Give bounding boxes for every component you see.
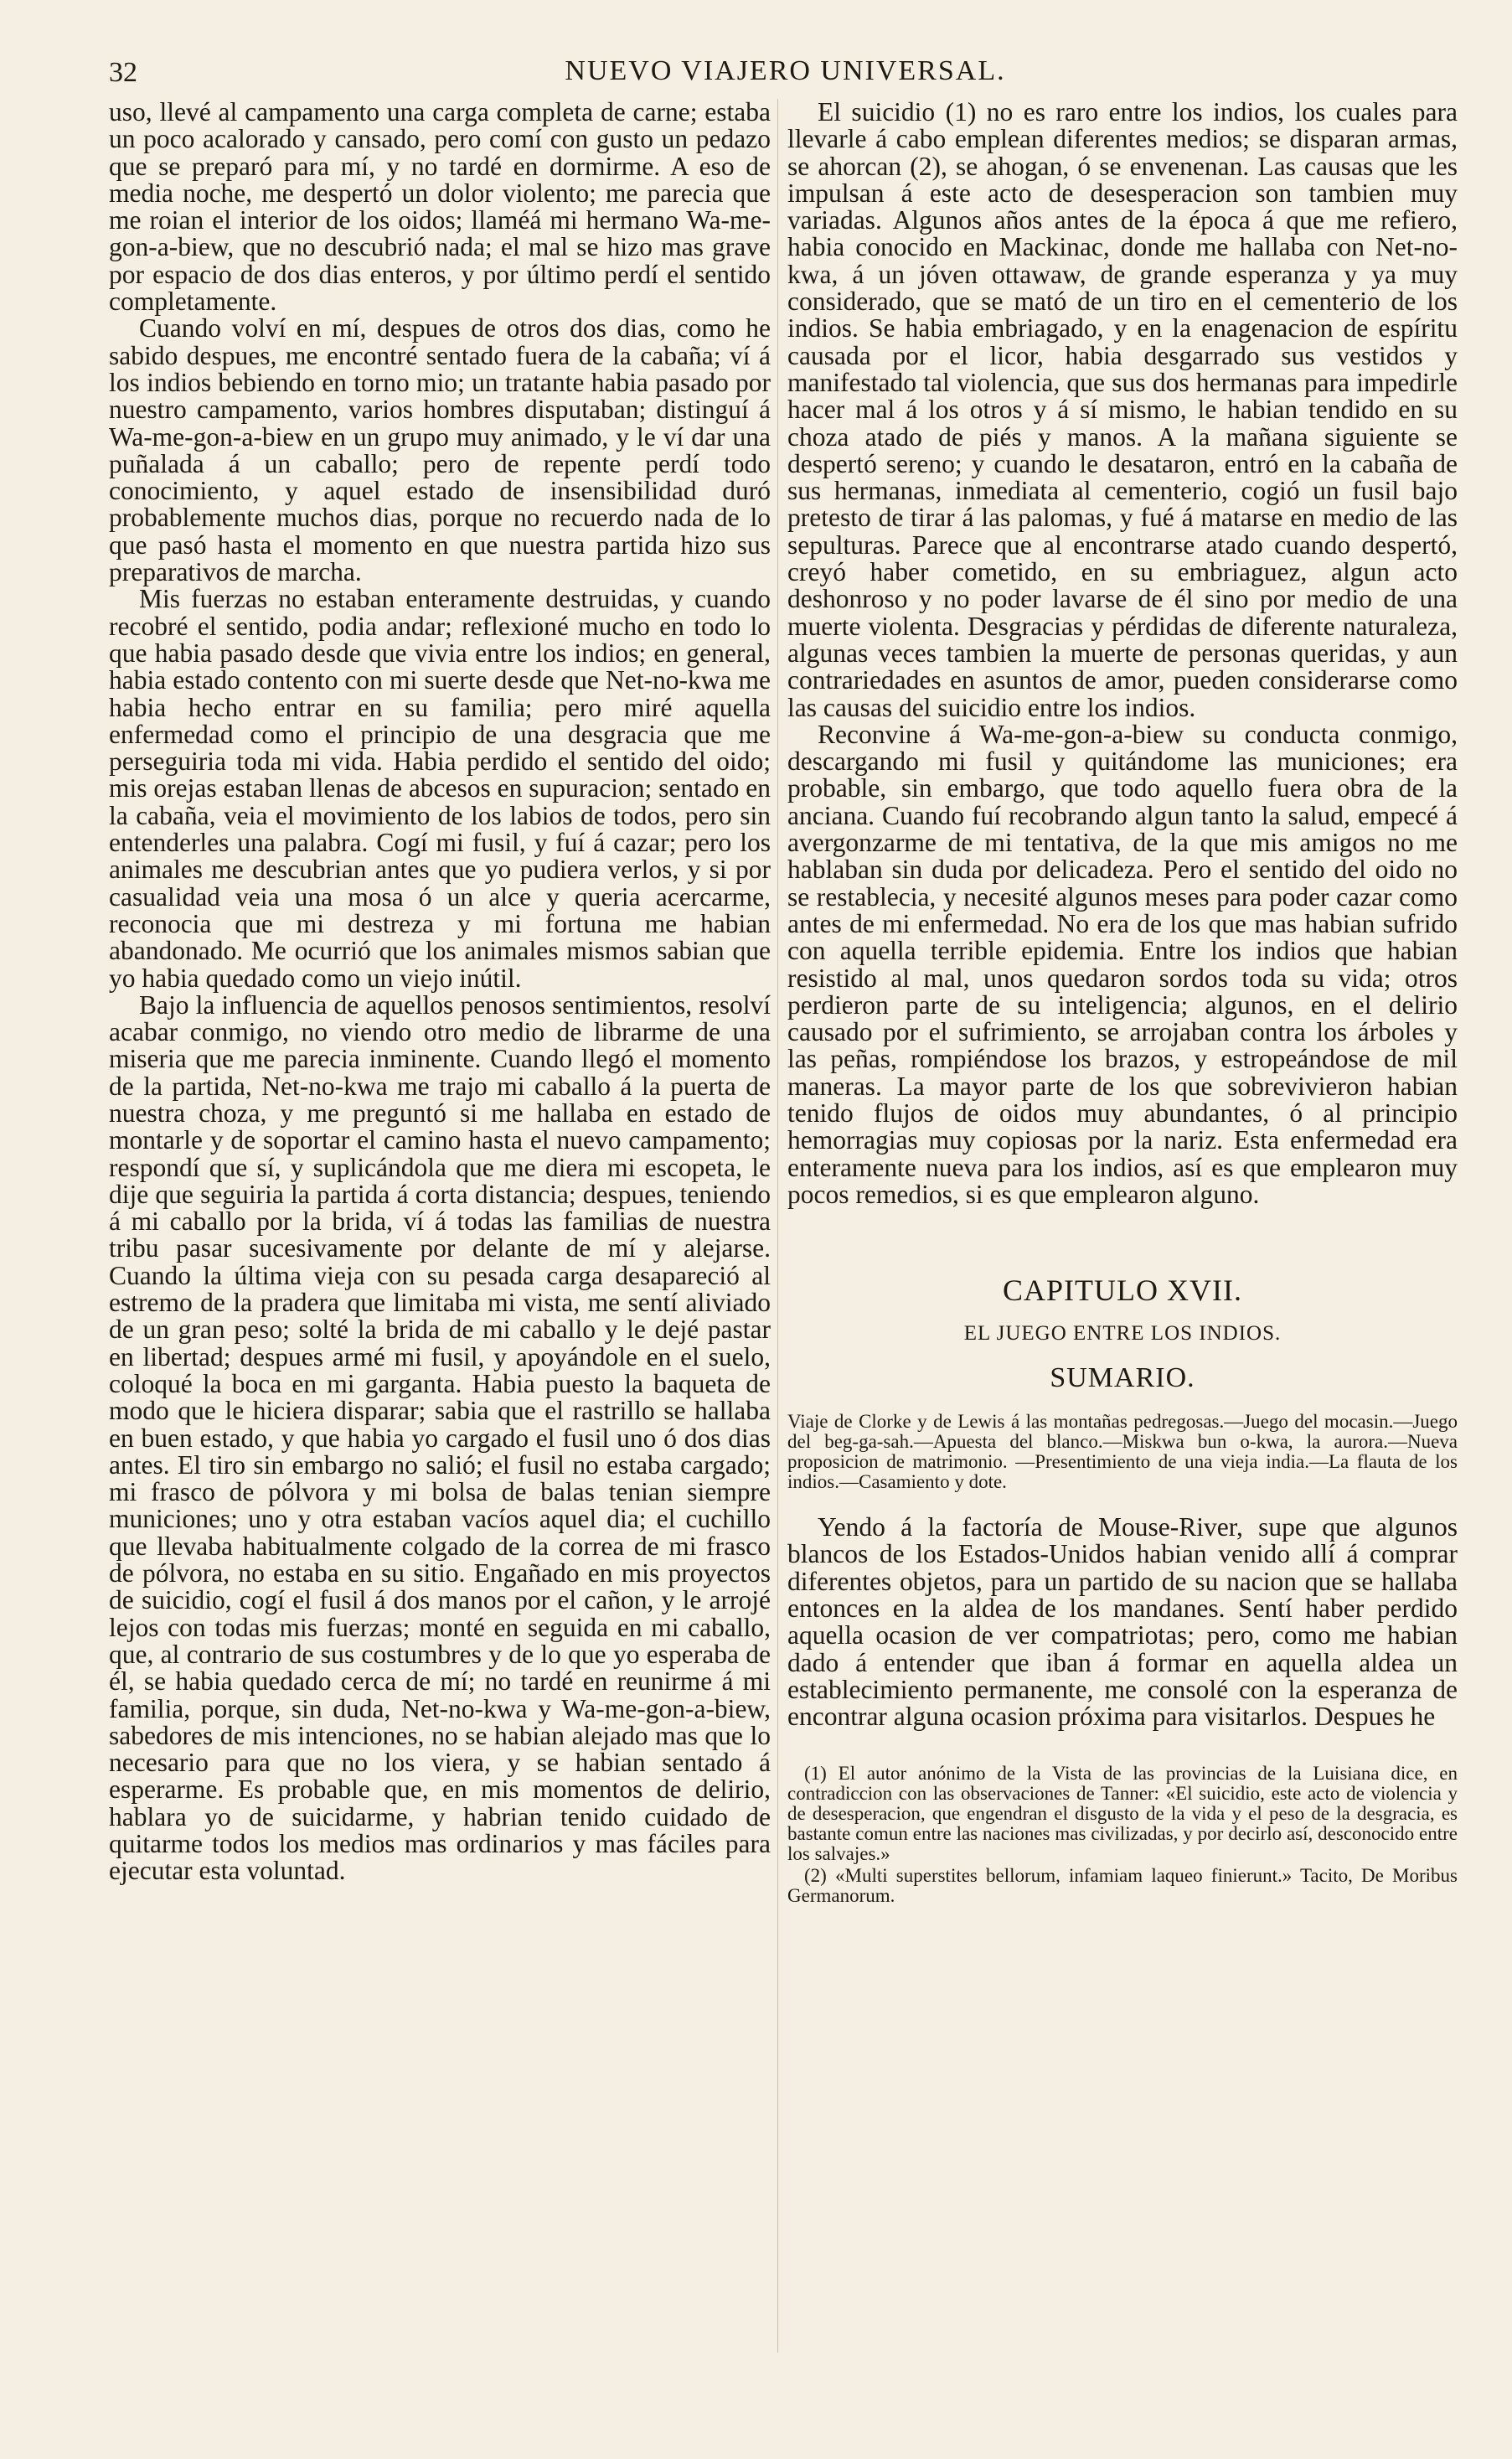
sumario-text: Viaje de Clorke y de Lewis á las montañas pedregosas.—Juego del mocasin.—Juego del beg-ga-sah.—Apuesta del blanco.—Miskwa bun o-kwa, la aurora.—Nueva proposicion de matrimonio. —Presentimiento de una vieja india.—La flauta de los indios.—Casamiento y dote.	[787, 1411, 1458, 1493]
right-column	[787, 99, 1458, 1908]
page-number: 32	[109, 57, 137, 88]
paragraph: Cuando volví en mí, despues de otros dos dias, como he sabido despues, me encontré sentado fuera de la cabaña; ví á los indios bebiendo en torno mio; un tratante habia pasado por nuestro campamento, varios hombres disputaban; distinguí á Wa-me-gon-a-biew en un grupo muy animado, y le ví dar una puñalada á un caballo; pero de repente perdí todo conocimiento, y aquel estado de insensibilidad duró probablemente muchos dias, porque no recuerdo nada de lo que pasó hasta el momento en que nuestra partida hizo sus preparativos de marcha.	[109, 313, 771, 587]
paragraph: Mis fuerzas no estaban enteramente destruidas, y cuando recobré el sentido, podia andar; reflexioné mucho en todo lo que habia pasado desde que vivia entre los indios; en general, habia estado contento con mi suerte desde que Net-no-kwa me habia hecho entrar en su familia; pero miré aquella enfermedad como el principio de una desgracia que me perseguiria toda mi vida. Habia perdido el sentido del oido; mis orejas estaban llenas de abcesos en supuracion; sentado en la cabaña, veia el movimiento de los labios de todos, pero sin entenderles una palabra. Cogí mi fusil, y fuí á cazar; pero los animales me descubrian antes que yo pudiera verlos, y si por casualidad veia una mosa ó un alce y queria acercarme, reconocia que mi destreza y mi fortuna me habian abandonado. Me ocurrió que los animales mismos sabian que yo habia quedado como un viejo inútil.	[109, 584, 771, 993]
footnote: (2) «Multi superstites bellorum, infamiam laqueo finierunt.» Tacito, De Moribus Germanorum.	[787, 1865, 1458, 1907]
left-column	[109, 99, 771, 1885]
paragraph: El suicidio (1) no es raro entre los indios, los cuales para llevarle á cabo emplean diferentes medios; se disparan armas, se ahorcan (2), se ahogan, ó se envenenan. Las causas que les impulsan á este acto de desesperacion son tambien muy variadas. Algunos años antes de la época á que me refiero, habia conocido en Mackinac, donde me hallaba con Net-no-kwa, á un jóven ottawaw, de grande esperanza y ya muy considerado, que se mató de un tiro en el cementerio de los indios. Se habia embriagado, y en la enagenacion de espíritu causada por el licor, habia desgarrado sus vestidos y manifestado tal violencia, que sus dos hermanas para impedirle hacer mal á los otros y á sí mismo, le habian tendido en su choza atado de piés y manos. A la mañana siguiente se despertó sereno; y cuando le desataron, entró en la cabaña de sus hermanas, inmediata al cementerio, cogió un fusil bajo pretesto de tirar á las palomas, y fué á matarse en medio de las sepulturas. Parece que al encontrarse atado cuando despertó, creyó haber cometido, en su embriaguez, algun acto deshonroso y no poder lavarse de él sino por medio de una muerte violenta. Desgracias y pérdidas de diferente naturaleza, algunas veces tambien la muerte de personas queridas, y aun contrariedades en asuntos de amor, pueden considerarse como las causas del suicidio entre los indios.	[787, 97, 1458, 722]
paragraph: Reconvine á Wa-me-gon-a-biew su conducta conmigo, descargando mi fusil y quitándome las municiones; era probable, sin embargo, que todo aquello fuera obra de la anciana. Cuando fuí recobrando algun tanto la salud, empecé á avergonzarme de mi tentativa, de la que mis amigos no me hablaban sin duda por delicadeza. Pero el sentido del oido no se restablecia, y necesité algunos meses para poder cazar como antes de mi enfermedad. No era de los que mas habian sufrido con aquella terrible epidemia. Entre los indios que habian resistido al mal, unos quedaron sordos toda su vida; otros perdieron parte de su inteligencia; algunos, en el delirio causado por el sufrimiento, se arrojaban contra los árboles y las peñas, rompiéndose los brazos, y estropeándose de mil maneras. La mayor parte de los que sobrevivieron habian tenido flujos de oidos muy abundantes, ó al principio hemorragias muy copiosas por la nariz. Esta enfermedad era enteramente nueva para los indios, así es que emplearon muy pocos remedios, si es que emplearon alguno.	[787, 719, 1458, 1209]
paragraph: uso, llevé al campamento una carga completa de carne; estaba un poco acalorado y cansado, pero comí con gusto un pedazo que se preparó para mí, y no tardé en dormirme. A eso de media noche, me despertó un dolor violento; me parecia que me roian el interior de los oidos; llaméá mi hermano Wa-me-gon-a-biew, que no descubrió nada; el mal se hizo mas grave por espacio de dos dias enteros, y por último perdí el sentido completamente.	[109, 97, 771, 317]
footnotes	[787, 1764, 1458, 1906]
column-divider	[777, 99, 778, 2353]
paragraph: Bajo la influencia de aquellos penosos sentimientos, resolví acabar conmigo, no viendo otro medio de librarme de una miseria que me parecia inminente. Cuando llegó el momento de la partida, Net-no-kwa me trajo mi caballo á la puerta de nuestra choza, y me preguntó si me hallaba en estado de montarle y de soportar el camino hasta el nuevo campamento; respondí que sí, y suplicándola que me diera mi escopeta, le dije que seguiria la partida á corta distancia; despues, teniendo á mi caballo por la brida, ví á todas las familias de nuestra tribu pasar sucesivamente por delante de mí y alejarse. Cuando la última vieja con su pesada carga desapareció al estremo de la pradera que limitaba mi vista, me sentí aliviado de un gran peso; solté la brida de mi caballo y le dejé pastar en libertad; despues armé mi fusil, y apoyándole en el suelo, coloqué la boca en mi garganta. Habia puesto la baqueta de modo que le hiciera disparar; sabia que el rastrillo se hallaba en buen estado, y que habia yo cargado el fusil uno ó dos dias antes. El tiro sin embargo no salió; el fusil no estaba cargado; mi frasco de pólvora y mi bolsa de balas tenian siempre municiones; uno y otra estaban vacíos aquel dia; el cuchillo que llevaba habitualmente colgado de la correa de mi frasco de pólvora, no estaba en su sitio. Engañado en mis proyectos de suicidio, cogí el fusil á dos manos por el cañon, y le arrojé lejos con todas mis fuerzas; monté en seguida en mi caballo, que, al contrario de sus costumbres y de lo que yo esperaba de él, se habia quedado cerca de mí; no tardé en reunirme á mi familia, porque, sin duda, Net-no-kwa y Wa-me-gon-a-biew, sabedores de mis intenciones, no se habian alejado mas que lo necesario para que no los viera, y se habian sentado á esperarme. Es probable que, en mis momentos de delirio, hablara yo de suicidarme, y habrian tenido cuidado de quitarme todos los medios mas ordinarios y mas fáciles para ejecutar esta voluntad.	[109, 989, 771, 1886]
chapter-title: CAPITULO XVII.	[1003, 1273, 1242, 1308]
chapter-subtitle: EL JUEGO ENTRE LOS INDIOS.	[963, 1322, 1282, 1346]
running-head: NUEVO VIAJERO UNIVERSAL.	[565, 55, 1006, 86]
footnote: (1) El autor anónimo de la Vista de las provincias de la Luisiana dice, en contradiccion con las observaciones de Tanner: «El suicidio, este acto de violencia y de desesperacion, que engendran el disgusto de la vida y el peso de la desgracia, es bastante comun entre las naciones mas civilizadas, y por decirlo así, desconocido entre los salvajes.»	[787, 1763, 1458, 1865]
paragraph: Yendo á la factoría de Mouse-River, supe que algunos blancos de los Estados-Unidos habian venido allí á comprar diferentes objetos, para un partido de su nacion que se hallaba entonces en la aldea de los mandanes. Sentí haber perdido aquella ocasion de ver compatriotas; pero, como me habian dado á entender que iban á formar en aquella aldea un establecimiento permanente, me consolé con la esperanza de encontrar alguna ocasion próxima para visitarlos. Despues he	[787, 1512, 1458, 1732]
page-header	[109, 52, 1462, 90]
sumario-title: SUMARIO.	[1050, 1361, 1195, 1393]
